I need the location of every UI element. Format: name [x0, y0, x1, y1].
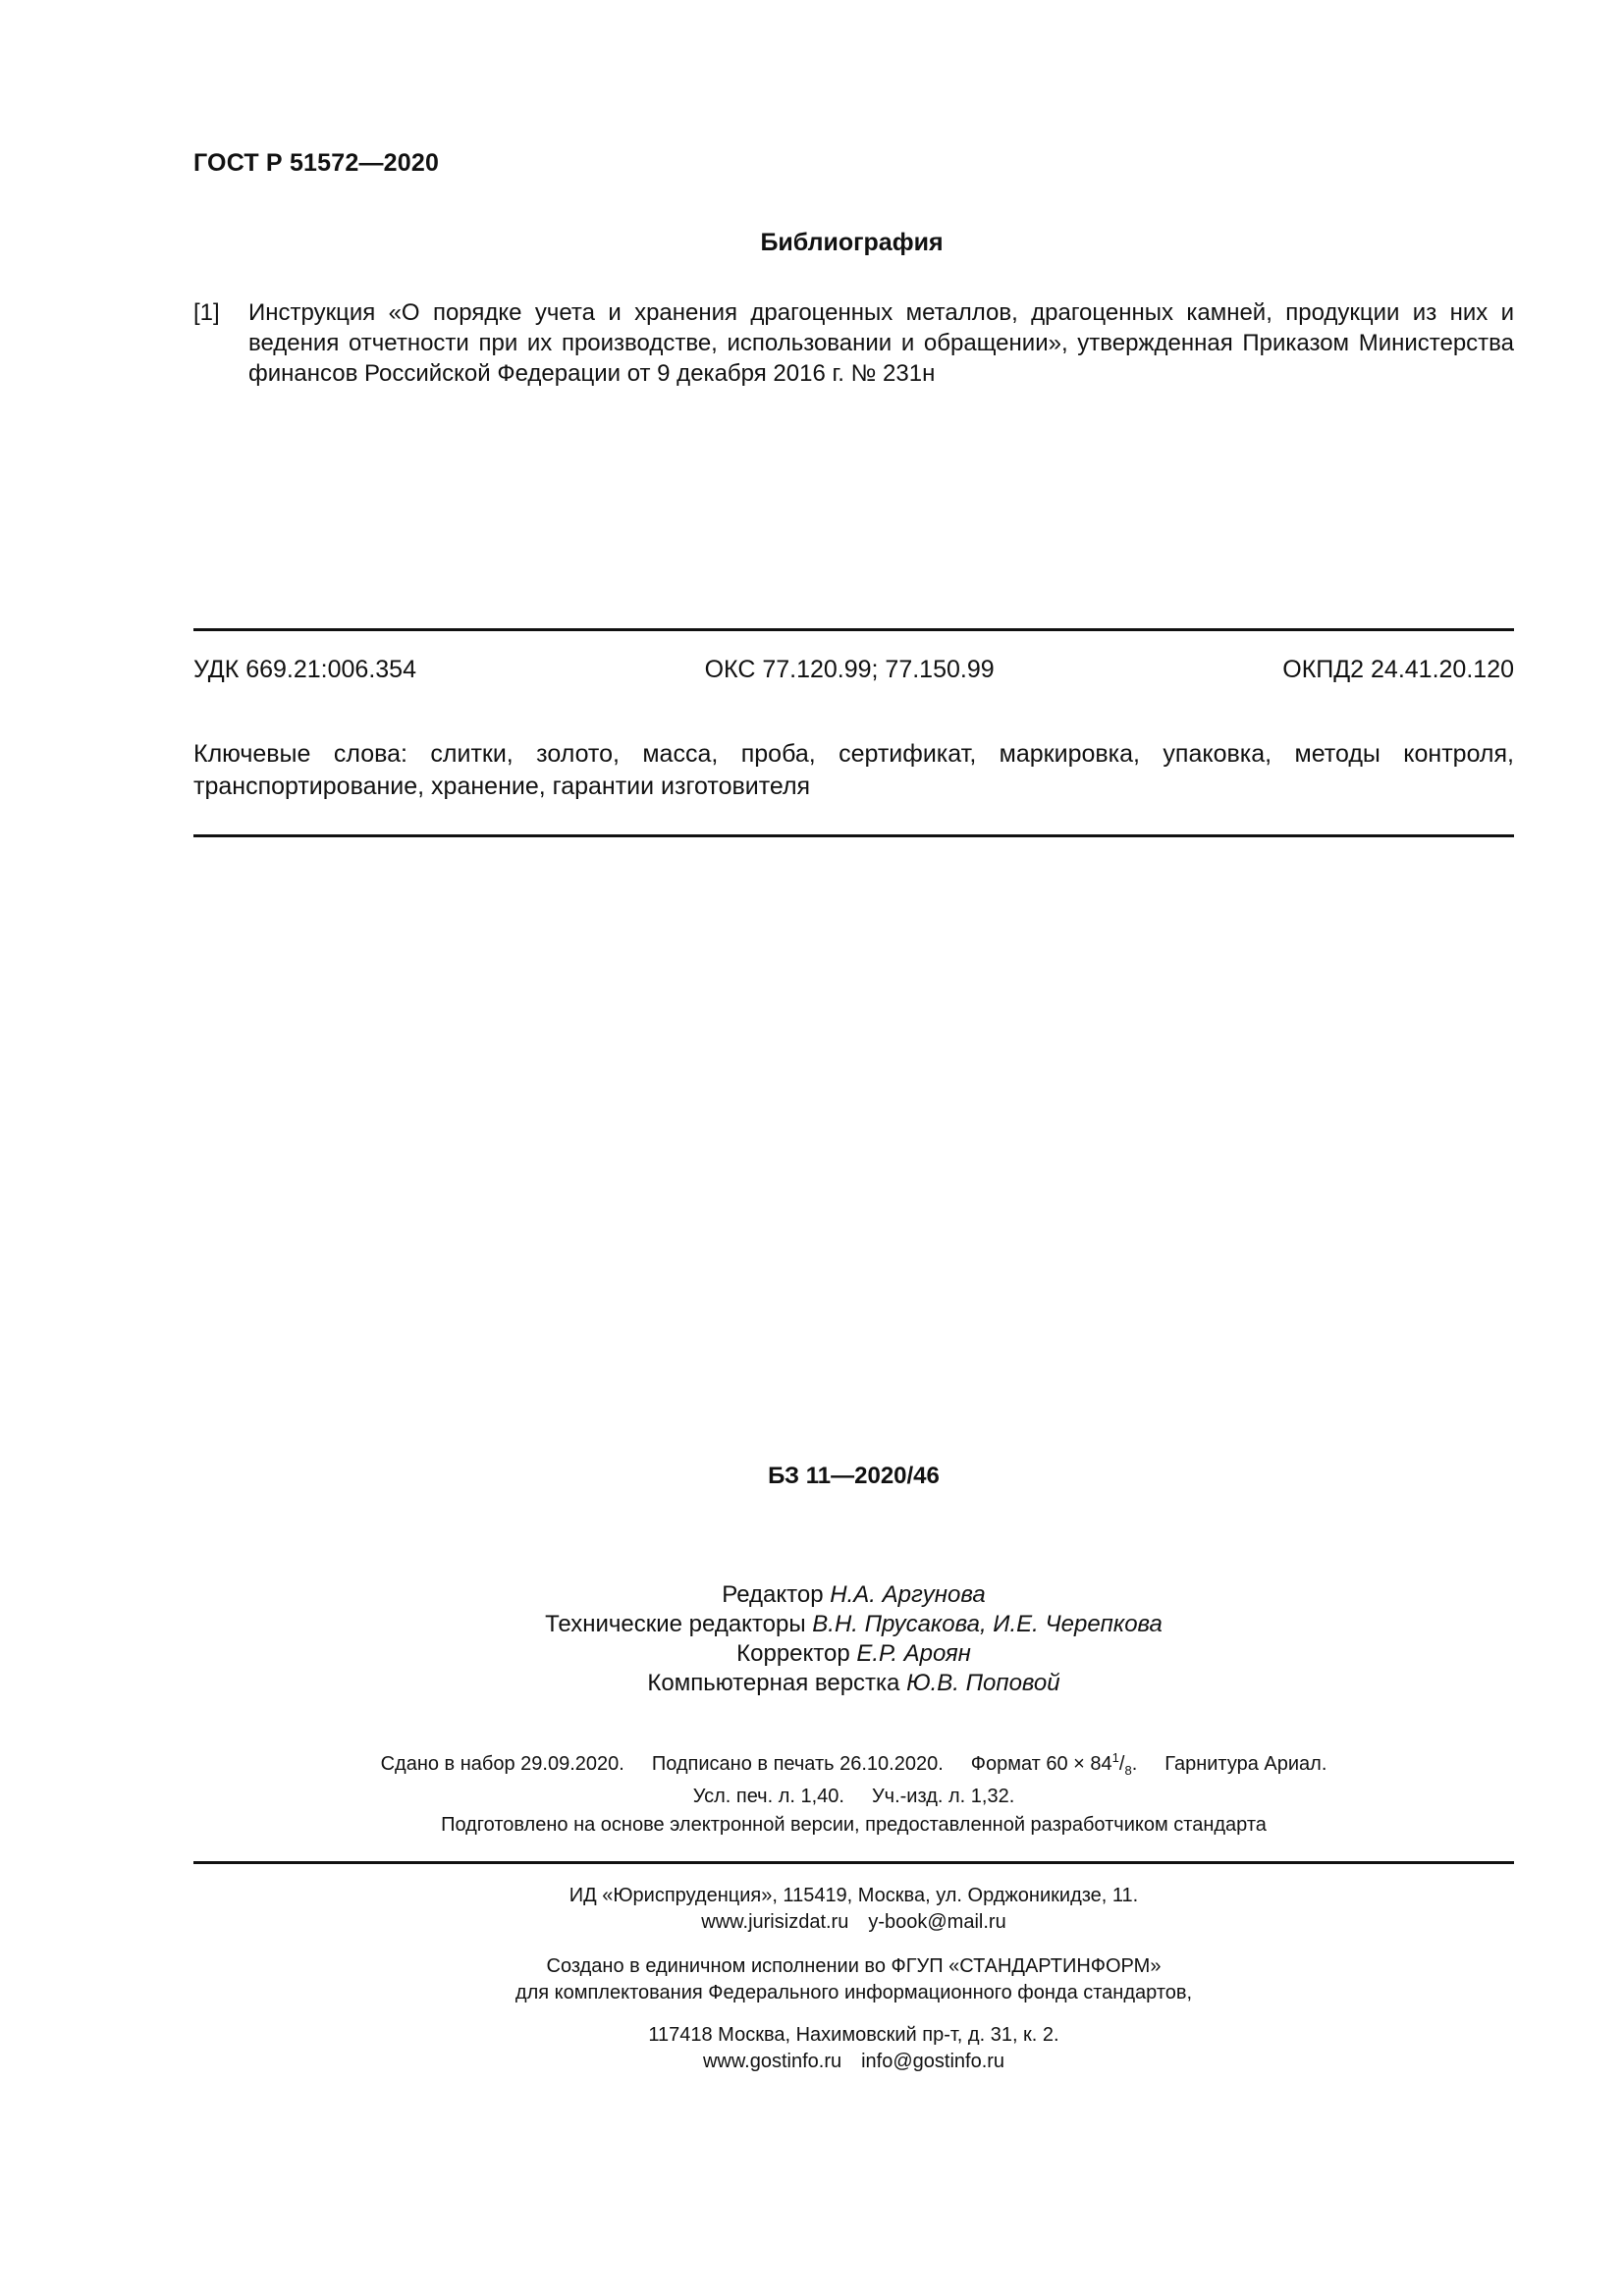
publisher-block — [193, 1883, 1514, 1936]
creator-website-link[interactable]: www.gostinfo.ru — [702, 2051, 842, 2072]
format: Формат $60 \times 84^1/_8$. — [970, 1750, 1138, 1778]
publisher-contacts — [193, 1909, 1514, 1936]
bz-number: БЗ 11—2020/46 — [768, 1463, 940, 1489]
udk-code: УДК 669.21:006.354 — [193, 656, 416, 683]
classification-codes — [193, 656, 1514, 684]
publisher-address: ИД «Юриспруденция», 115419, Москва, ул. Орджоникидзе, 11. — [568, 1885, 1139, 1906]
creator-block — [193, 1953, 1514, 2006]
divider-top — [193, 628, 1514, 631]
creator-email-link[interactable]: info@gostinfo.ru — [861, 2051, 1005, 2072]
credit-layout: Компьютерная верстка Ю.В. Поповой — [647, 1670, 1060, 1696]
imprint-block — [193, 1744, 1514, 1810]
creator-address-block — [193, 2022, 1514, 2075]
oks-code: ОКС 77.120.99; 77.150.99 — [704, 656, 995, 683]
publisher-email-link[interactable]: y-book@mail.ru — [868, 1911, 1006, 1933]
standard-id-header: ГОСТ Р 51572—2020 — [193, 149, 440, 177]
divider-bottom — [193, 1861, 1514, 1864]
creator-contacts — [193, 2049, 1514, 2075]
keywords: Ключевые слова: слитки, золото, масса, проба, сертификат, маркировка, упаковка, методы контроля, транспортирование, хранение, гарантии изготовителя — [193, 740, 1514, 800]
divider-keywords — [193, 834, 1514, 837]
bibliography-title: Библиография — [760, 229, 944, 256]
creator-line-2: для комплектования Федерального информационного фонда стандартов, — [514, 1982, 1193, 2003]
imprint-line-1: Сдано в набор 29.09.2020. Подписано в печать 26.10.2020. Формат $60 \times 84^1/_8$. Гарнитура Ариал. — [380, 1750, 1327, 1778]
bibliography-entry-number: [1] — [193, 299, 220, 326]
creator-line-1: Создано в единичном исполнении во ФГУП «СТАНДАРТИНФОРМ» — [546, 1955, 1162, 1977]
credit-proofreader: Корректор Е.Р. Ароян — [736, 1640, 971, 1667]
okpd2-code: ОКПД2 24.41.20.120 — [1282, 656, 1514, 683]
credit-editor: Редактор Н.А. Аргунова — [722, 1581, 986, 1608]
creator-address: 117418 Москва, Нахимовский пр-т, д. 31, к. 2. — [648, 2024, 1059, 2046]
credit-tech-editors: Технические редакторы В.Н. Прусакова, И.Е. Черепкова — [545, 1611, 1163, 1637]
bibliography-entry-text: Инструкция «О порядке учета и хранения драгоценных металлов, драгоценных камней, продукции из них и ведения отчетности при их производстве, использовании и обращении», утвержденная Приказом Министерства финансов Российской Федерации от 9 декабря 2016 г. № 231н — [248, 299, 1514, 387]
credits-block — [193, 1580, 1514, 1698]
publisher-website-link[interactable]: www.jurisizdat.ru — [701, 1911, 849, 1933]
imprint-line-2: Усл. печ. л. 1,40. Уч.-изд. л. 1,32. — [692, 1786, 1015, 1807]
prepared-note: Подготовлено на основе электронной версии, предоставленной разработчиком стандарта — [441, 1814, 1267, 1836]
bibliography-entry — [193, 297, 1514, 389]
